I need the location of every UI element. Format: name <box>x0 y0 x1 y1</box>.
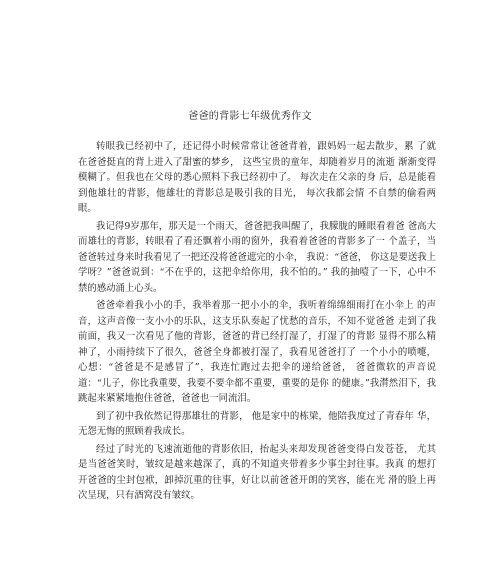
document-title: 爸爸的背影七年级优秀作文 <box>188 111 312 122</box>
paragraph: 转眼我已经初中了，还记得小时候常常让爸爸背着，跟妈妈一起去散步，累 了就在爸爸挺直的背上进入了甜蜜的梦乡， 这些宝贵的童年，却随着岁月的流逝 渐渐变得模糊了。但我也在父母的悉心照料下我已经初中了。 每次走在父亲的身 后，总是能看到他雄壮的背影，他雄壮的背影总是吸引我的目光， 每次我都会情 不自禁的偷看两眼。 <box>78 141 436 214</box>
paragraph: 我记得9岁那年，那天是一个雨天，爸爸把我叫醒了，我朦胧的睡眼看着爸 爸高大而雄壮的背影，转眼看了看还飘着小雨的窗外，我看着爸爸的背影多了一 个盖子，当爸爸转过身来时我看见了一把还没将爸爸遮完的小伞， 我说：“爸爸， 你这是要送我上学呀？”爸爸说到：“不在乎的，这把伞给你用，我不怕的。” 我的抽噎了一下，心中不禁的感动涌上心头。 <box>78 220 436 294</box>
paragraph: 到了初中我依然记得那雄壮的背影， 他是家中的栋梁，他陪我度过了青春年 华，无怨无悔的照顾着我成长。 <box>78 410 436 437</box>
paragraph: 爸爸牵着我小小的手，我举着那一把小小的伞，我听着绵绵细雨打在小伞上 的声音，这声音像一支小小的乐队，这支乐队奏起了忧愁的音乐，不知不觉爸爸 走到了我前面，我又一次看见了他的背影，爸爸的背已经打湿了，打湿了的背影 显得不那么精神了，小雨持续下了很久，爸爸全身都被打湿了，我看见爸爸打了 一个小小的喷嚏，心想：“爸爸是不是感冒了”，我连忙跑过去把伞的递给爸爸， 爸爸微软的声音说道：“儿子，你比我重要，我要不要伞都不重要，重要的是你 的健康。”我潸然泪下，我跳起来紧紧地抱住爸爸，爸爸也一同流泪。 <box>78 300 436 404</box>
document-body <box>78 139 436 506</box>
paragraph: 经过了时光的飞速流逝他的背影依旧，抬起头来却发现爸爸变得白发苍苍， 尤其是当爸爸笑时，皱纹是越来越深了，真的不知道夹带着多少事尘封往事。我真 的想打开爸爸的尘封包袱，卸掉沉重的往事，好让以前爸爸开朗的笑容，能在光 滑的脸上再次呈现，只有酒窝没有皱纹。 <box>78 443 436 501</box>
